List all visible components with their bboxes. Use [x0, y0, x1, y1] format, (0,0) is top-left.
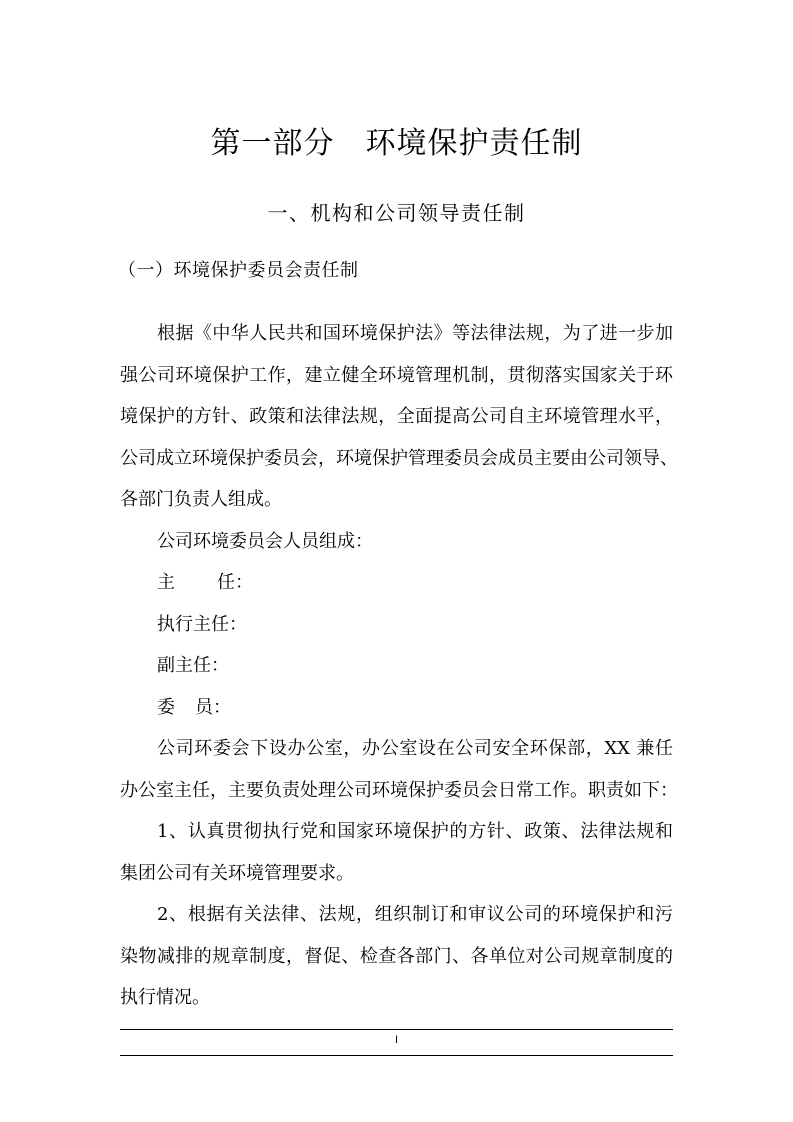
committee-composition-label: 公司环境委员会人员组成： — [157, 530, 373, 552]
document-title: 第一部分 环境保护责任制 — [210, 126, 583, 161]
footer-divider-bottom — [120, 1055, 673, 1056]
paragraph-line: 各部门负责人组成。 — [120, 489, 282, 510]
document-body — [120, 313, 678, 1019]
duty-item-line: 集团公司有关环境管理要求。 — [120, 862, 354, 884]
subsection-heading: （一）环境保护委员会责任制 — [118, 260, 359, 281]
director-label-second: 任： — [217, 572, 253, 593]
paragraph-line: 根据《中华人民共和国环境保护法》等法律法规，为了进一步加 — [157, 323, 673, 344]
director-label — [120, 562, 673, 604]
paragraph-line: 境保护的方针、政策和法律法规，全面提高公司自主环境管理水平， — [120, 406, 673, 427]
members-label-second: 员： — [195, 696, 231, 718]
paragraph-line: 公司环委会下设办公室，办公室设在公司安全环保部，XX 兼任 — [157, 738, 673, 759]
paragraph-line: 办公室主任，主要负责处理公司环境保护委员会日常工作。职责如下： — [120, 779, 678, 801]
deputy-director-label: 副主任： — [157, 655, 229, 676]
duty-item-line: 执行情况。 — [120, 987, 210, 1008]
executive-director-label: 执行主任： — [157, 613, 247, 635]
members-label-first: 委 — [157, 696, 175, 718]
duty-item-line: 染物减排的规章制度，督促、检查各部门、各单位对公司规章制度的 — [120, 945, 673, 967]
paragraph-line: 公司成立环境保护委员会，环境保护管理委员会成员主要由公司领导、 — [120, 447, 678, 469]
footer-divider-top — [120, 1029, 673, 1030]
duty-item-line: 2、根据有关法律、法规，组织制订和审议公司的环境保护和污 — [157, 904, 673, 925]
director-label-first: 主 — [157, 572, 175, 593]
duty-item-line: 1、认真贯彻执行党和国家环境保护的方针、政策、法律法规和 — [157, 821, 673, 842]
paragraph-line: 强公司环境保护工作，建立健全环境管理机制，贯彻落实国家关于环 — [120, 364, 673, 386]
members-label — [120, 687, 673, 729]
section-heading: 一、机构和公司领导责任制 — [267, 201, 526, 225]
page-number: I — [394, 1034, 399, 1046]
